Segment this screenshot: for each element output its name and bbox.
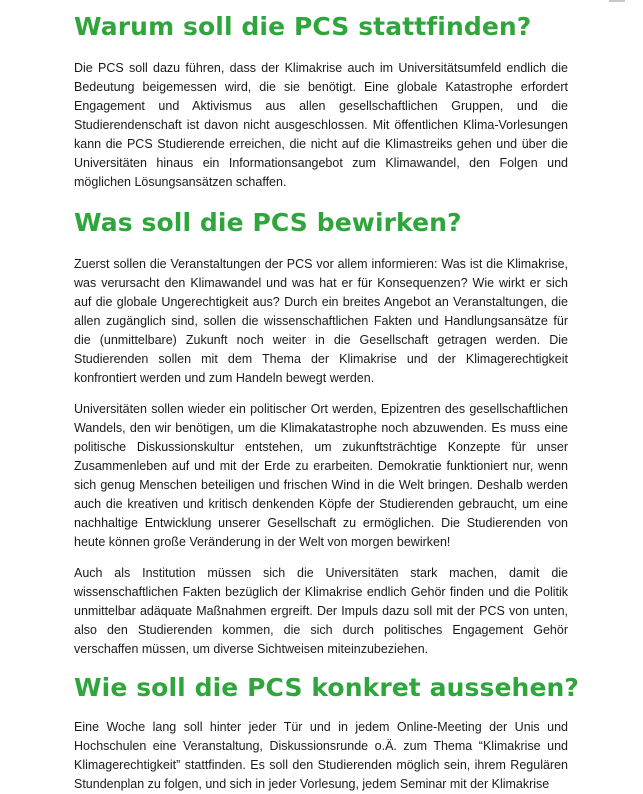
section-heading-effect: Was soll die PCS bewirken? xyxy=(74,208,462,237)
section-effect xyxy=(74,208,568,659)
page-corner-mark xyxy=(609,0,625,2)
section-concrete xyxy=(74,673,579,794)
paragraph: Die PCS soll dazu führen, dass der Klimakrise auch im Universitätsumfeld endlich die Bedeutung beigemessen wird, die sie benötigt. Eine globale Katastrophe erfordert Engagement und Aktivismus aus allen gesellschaftlichen Gruppen, und die Studierendenschaft ist davon nicht ausgeschlossen. Mit öffentlichen Klima-Vorlesungen kann die PCS Studierende erreichen, die nicht auf die Klimastreiks gehen und über die Universitäten hinaus ein Informationsangebot zum Klimawandel, den Folgen und möglichen Lösungsansätzen schaffen. xyxy=(74,61,568,189)
paragraph: Universitäten sollen wieder ein politischer Ort werden, Epizentren des gesellschaftlichen Wandels, den wir benötigen, um die Klimakatastrophe noch abzuwenden. Es muss eine politische Diskussionskultur entstehen, um zukunftsträchtige Konzepte für unser Zusammenleben auf und mit der Erde zu erarbeiten. Demokratie funktioniert nur, wenn sich genug Menschen beteiligen und frischen Wind in die Welt bringen. Deshalb werden auch die kreativen und kritisch denkenden Köpfe der Studierenden gebraucht, um eine nachhaltige Entwicklung unserer Gesellschaft zu ermöglichen. Die Studierenden von heute können große Veränderung in der Welt von morgen bewirken! xyxy=(74,402,568,549)
section-heading-why: Warum soll die PCS stattfinden? xyxy=(74,12,532,41)
section-why xyxy=(74,12,568,192)
paragraph: Auch als Institution müssen sich die Universitäten stark machen, damit die wissenschaftlichen Fakten bezüglich der Klimakrise endlich Gehör finden und die Politik unmittelbar adäquate Maßnahmen ergreift. Der Impuls dazu soll mit der PCS von unten, also den Studierenden kommen, die sich durch politisches Engagement Gehör verschaffen müssen, um diverse Sichtweisen miteinzubeziehen. xyxy=(74,566,568,656)
document-page xyxy=(74,0,579,794)
paragraph: Eine Woche lang soll hinter jeder Tür und in jedem Online-Meeting der Unis und Hochschulen eine Veranstaltung, Diskussionsrunde o.Ä. zum Thema “Klimakrise und Klimagerechtigkeit” stattfinden. Es soll den Studierenden möglich sein, ihrem Regulären Stundenplan zu folgen, und sich in jeder Vorlesung, jedem Seminar mit der Klimakrise xyxy=(74,720,568,791)
section-heading-concrete: Wie soll die PCS konkret aussehen? xyxy=(74,673,579,702)
paragraph: Zuerst sollen die Veranstaltungen der PCS vor allem informieren: Was ist die Klimakrise, was verursacht den Klimawandel und was hat er für Konsequenzen? Wie wirkt er sich auf die globale Ungerechtigkeit aus? Durch ein breites Angebot an Veranstaltungen, die allen zugänglich sind, sollen die wissenschaftlichen Fakten und Handlungsansätze für die (unmittelbare) Zukunft noch weiter in die Gesellschaft getragen werden. Die Studierenden sollen mit dem Thema der Klimakrise und der Klimagerechtigkeit konfrontiert werden und zum Handeln bewegt werden. xyxy=(74,257,568,385)
